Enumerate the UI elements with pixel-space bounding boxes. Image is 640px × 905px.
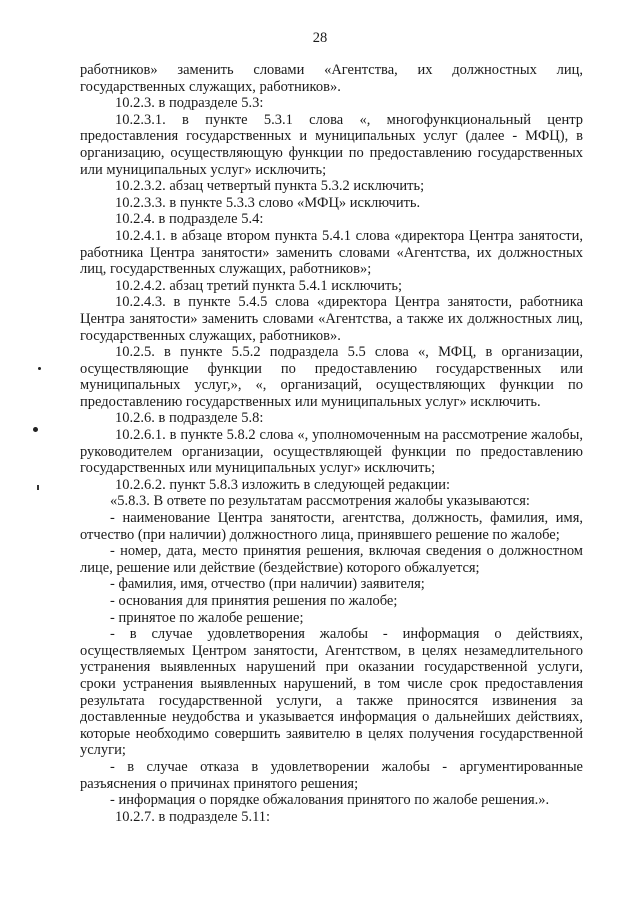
list-item: - основания для принятия решения по жалобе; — [110, 593, 398, 609]
paragraph: 10.2.4.1. в абзаце втором пункта 5.4.1 слова «директора Центра занятости, работника Центра занятости» заменить словами «Агентства, их должностных лиц, государственных служащих, работников»; — [80, 227, 583, 278]
list-item: - наименование Центра занятости, агентства, должность, фамилия, имя, отчество (при наличии) должностного лица, принявшего решение по жалобе; — [80, 510, 583, 543]
paragraph: 10.2.5. в пункте 5.5.2 подраздела 5.5 слова «, МФЦ, в организации, осуществляющие функции по предоставлению государственных или муниципальных услуг,», «, организаций, осуществляющих функции по предоставлению государственных или муниципальных услуг» исключить. — [80, 344, 583, 410]
paragraph: «5.8.3. В ответе по результатам рассмотрения жалобы указываются: — [110, 493, 530, 510]
paragraph: работников» заменить словами «Агентства, их должностных лиц, государственных служащих, работников». — [80, 62, 583, 95]
scan-speck — [33, 427, 38, 432]
paragraph: 10.2.4.2. абзац третий пункта 5.4.1 исключить; — [115, 277, 403, 294]
paragraph: 10.2.4.3. в пункте 5.4.5 слова «директора Центра занятости, работника Центра занятости» заменить словами «Агентства, а также их должностных лиц, государственных служащих, работников». — [80, 294, 583, 344]
paragraph: 10.2.3.3. в пункте 5.3.3 слово «МФЦ» исключить. — [115, 194, 421, 211]
paragraph: 10.2.7. в подразделе 5.11: — [115, 808, 271, 825]
list-item: - в случае удовлетворения жалобы - информация о действиях, осуществляемых Центром занятости, Агентством, в целях незамедлительного устранения выявленных нарушений при оказании государственной услуги, сроки устранения выявленных нарушений, в том числе срок предоставления результата государственной услуги, а также приносятся извинения за доставленные неудобства и указывается информация о дальнейших действиях, которые необходимо совершить заявителю в целях получения государственной услуги; — [80, 626, 583, 759]
page-number: 28 — [312, 30, 328, 46]
paragraph: 10.2.3. в подразделе 5.3: — [115, 95, 264, 112]
paragraph: 10.2.6. в подразделе 5.8: — [115, 410, 264, 427]
list-item: - фамилия, имя, отчество (при наличии) заявителя; — [110, 576, 425, 593]
list-item: - номер, дата, место принятия решения, включая сведения о должностном лице, решение или действие (бездействие) которого обжалуется; — [80, 543, 583, 576]
list-item: - информация о порядке обжалования принятого по жалобе решения.». — [110, 792, 550, 809]
list-item: - принятое по жалобе решение; — [110, 609, 304, 626]
scan-speck — [38, 367, 41, 370]
paragraph: 10.2.4. в подразделе 5.4: — [115, 211, 264, 228]
scan-speck — [37, 485, 39, 490]
paragraph: 10.2.3.1. в пункте 5.3.1 слова «, многофункциональный центр предоставления государственных и муниципальных услуг (далее - МФЦ), в организацию, осуществляющую функции по предоставлению государственных или муниципальных услуг» исключить; — [80, 111, 583, 178]
list-item: - в случае отказа в удовлетворении жалобы - аргументированные разъяснения о причинах принятого решения; — [80, 758, 583, 792]
paragraph: 10.2.3.2. абзац четвертый пункта 5.3.2 исключить; — [115, 178, 425, 195]
document-body — [80, 62, 583, 825]
paragraph: 10.2.6.1. в пункте 5.8.2 слова «, уполномоченным на рассмотрение жалобы, руководителем организации, осуществляющей функции по предоставлению государственных или муниципальных услуг» исключить; — [80, 427, 583, 477]
paragraph: 10.2.6.2. пункт 5.8.3 изложить в следующей редакции: — [115, 476, 451, 493]
